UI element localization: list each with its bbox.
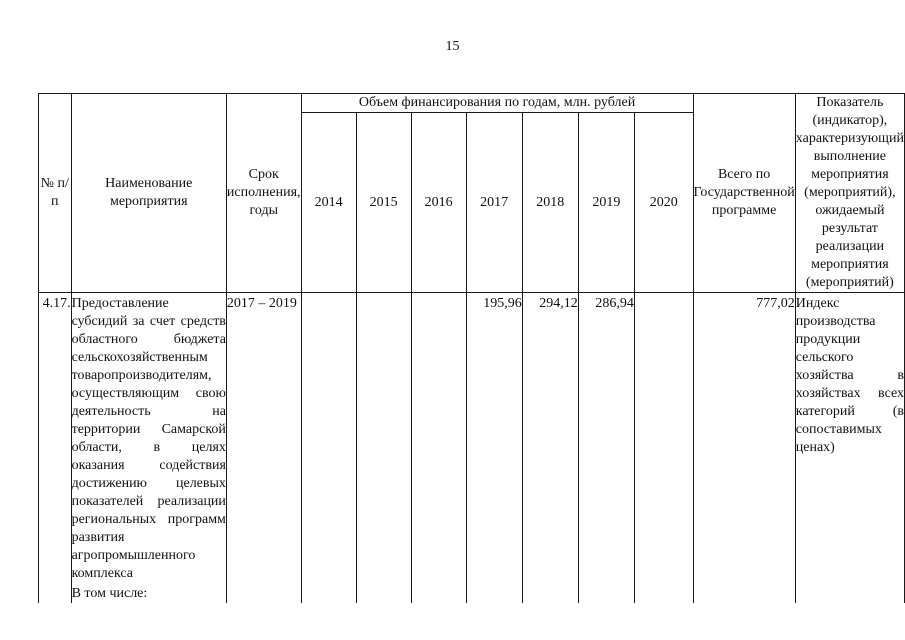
row-value-2015 [356,293,411,604]
header-activity-name: Наименование мероприятия [71,94,226,293]
row-value-2018: 294,12 [522,293,578,604]
header-year: 2020 [634,113,693,293]
row-value-2016 [411,293,466,604]
row-value-2020 [634,293,693,604]
row-term: 2017 – 2019 [226,293,301,604]
row-indicator: Индекс производства продукции сельского хозяйства в хозяйствах всех категорий (в сопоставимых ценах) [795,293,904,604]
row-activity-name [71,293,226,604]
header-financing: Объем финансирования по годам, млн. рублей [301,94,693,113]
header-year: 2019 [578,113,634,293]
header-year: 2016 [411,113,466,293]
header-row-top [39,94,905,113]
header-year: 2017 [466,113,522,293]
table-row [39,293,905,604]
row-value-2014 [301,293,356,604]
header-term: Срок исполнения, годы [226,94,301,293]
header-total: Всего по Государственной программе [693,94,795,293]
header-number: № п/п [39,94,72,293]
header-year: 2018 [522,113,578,293]
row-number: 4.17. [39,293,72,604]
header-year: 2015 [356,113,411,293]
program-activities-table [38,93,905,603]
header-year: 2014 [301,113,356,293]
row-value-2019: 286,94 [578,293,634,604]
row-total: 777,02 [693,293,795,604]
row-value-2017: 195,96 [466,293,522,604]
page-number: 15 [445,39,460,54]
activity-description: Предоставление субсидий за счет средств областного бюджета сельскохозяйственным товаропроизводителям, осуществляющим свою деятельность на территории Самарской области, в целях оказания содействия достижению целевых показателей реализации региональных программ развития агропромышленного комплекса [71,296,226,581]
header-indicator: Показатель (индикатор), характеризующий выполнение мероприятия (мероприятий), ожидаемый результат реализации мероприятия (мероприятий) [795,94,904,293]
sub-label: В том числе: [71,586,148,601]
